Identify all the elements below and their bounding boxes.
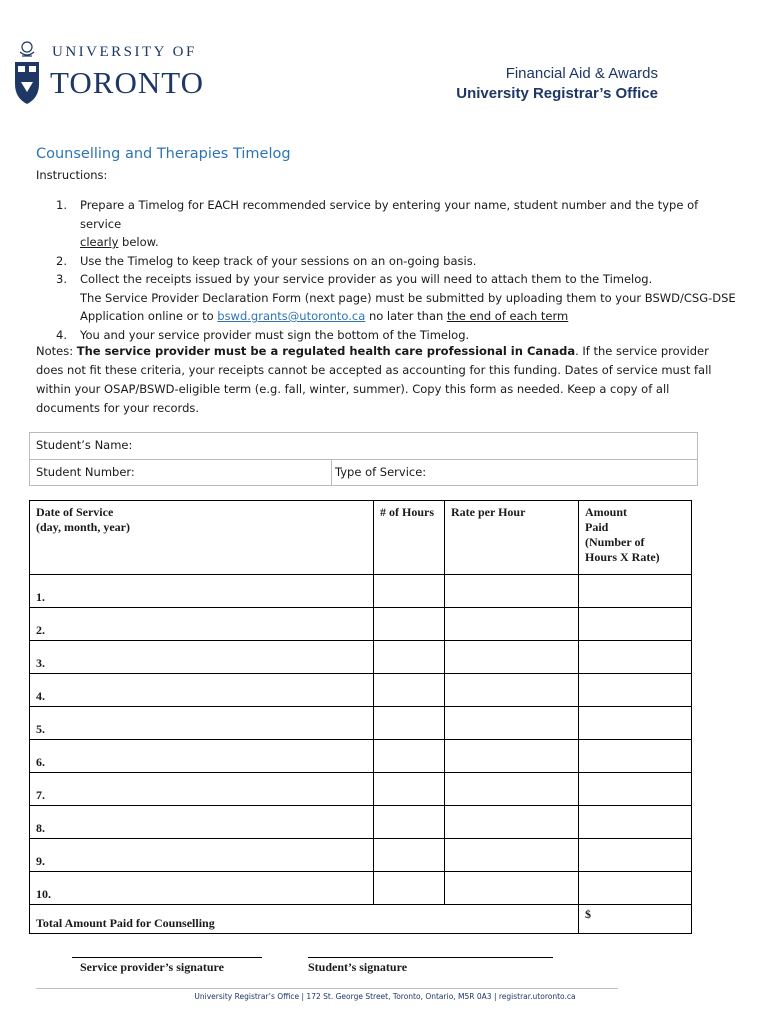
student-name-row[interactable] <box>30 433 697 459</box>
student-number-label[interactable]: Student Number: <box>36 465 135 479</box>
table-row[interactable]: 4. <box>30 674 692 707</box>
student-number-row <box>30 459 697 486</box>
notes-paragraph: Notes: The service provider must be a regulated health care professional in Canada. If the service provider does not fit these criteria, your receipts cannot be accepted as accounting for this funding. Dates of service must fall within your OSAP/BSWD-eligible term (e.g. fall, winter, summer). Copy this form as needed. Keep a copy of all documents for your records. <box>36 344 712 415</box>
timelog-table <box>29 500 692 934</box>
office-line-2: University Registrar’s Office <box>456 85 658 102</box>
instruction-item: 3. Collect the receipts issued by your service provider as you will need to attach them to the Timelog. The Service Provider Declaration Form (next page) must be submitted by uploading them to your BSWD/CSG-DSE Application online or to bswd.grants@utoronto.ca no later than the end of each term <box>56 272 736 323</box>
header-amount: Amount Paid (Number of Hours X Rate) <box>579 501 692 575</box>
student-info-box <box>29 432 698 486</box>
table-row[interactable]: 5. <box>30 707 692 740</box>
table-row[interactable]: 2. <box>30 608 692 641</box>
student-name-label: Student’s Name: <box>36 438 133 452</box>
total-label: Total Amount Paid for Counselling <box>30 905 579 934</box>
instruction-item: 2. Use the Timelog to keep track of your sessions on an on-going basis. <box>56 253 477 268</box>
university-crest-icon <box>12 38 42 106</box>
footer-divider <box>36 988 618 989</box>
instructions-list <box>56 196 736 344</box>
header-rate: Rate per Hour <box>445 501 579 575</box>
table-row[interactable]: 9. <box>30 839 692 872</box>
header-date: Date of Service (day, month, year) <box>30 501 374 575</box>
table-row[interactable]: 8. <box>30 806 692 839</box>
email-link[interactable]: bswd.grants@utoronto.ca <box>217 309 366 323</box>
university-name-text: TORONTO <box>50 65 204 100</box>
header-hours: # of Hours <box>374 501 445 575</box>
table-row[interactable]: 6. <box>30 740 692 773</box>
provider-signature-label: Service provider’s signature <box>80 960 224 974</box>
total-row <box>30 905 692 934</box>
table-row[interactable]: 3. <box>30 641 692 674</box>
table-row[interactable]: 10. <box>30 872 692 905</box>
instruction-item: 4. You and your service provider must sign the bottom of the Timelog. <box>56 327 470 342</box>
page-title: Counselling and Therapies Timelog <box>36 146 291 162</box>
type-of-service-label[interactable]: Type of Service: <box>335 465 427 479</box>
provider-signature-line[interactable] <box>72 957 262 958</box>
university-of-text: UNIVERSITY OF <box>52 44 197 60</box>
student-signature-label: Student’s signature <box>308 960 408 974</box>
total-amount-cell[interactable]: $ <box>579 905 692 934</box>
table-header-row <box>30 501 692 575</box>
office-line-1: Financial Aid & Awards <box>505 65 658 82</box>
student-signature-line[interactable] <box>308 957 553 958</box>
instructions-label: Instructions: <box>36 168 108 182</box>
instruction-item: 1. Prepare a Timelog for EACH recommended service by entering your name, student number and the type of service clearly below. <box>56 198 699 249</box>
table-row[interactable]: 7. <box>30 773 692 806</box>
table-row[interactable]: 1. <box>30 575 692 608</box>
footer-text: University Registrar’s Office | 172 St. George Street, Toronto, Ontario, M5R 0A3 | registrar.utoronto.ca <box>194 992 576 1001</box>
